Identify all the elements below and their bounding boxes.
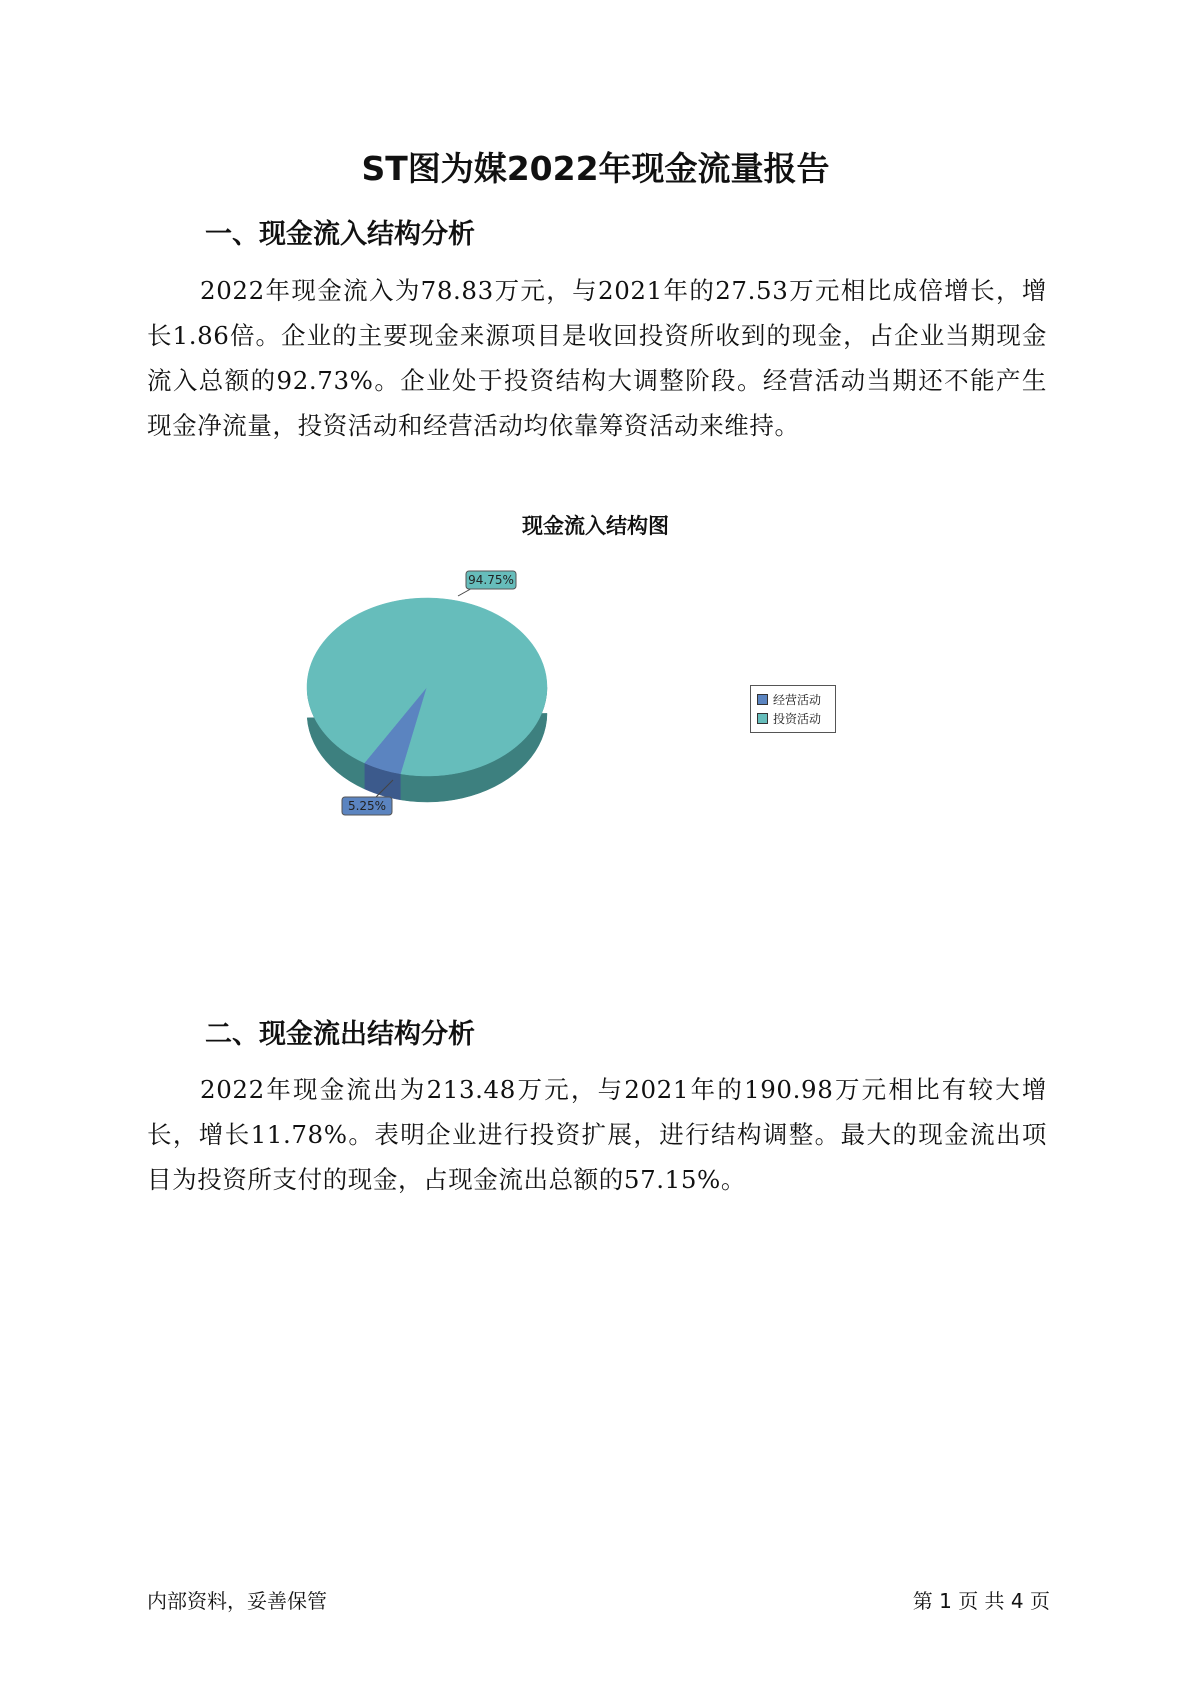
section-heading-inflow: 一、现金流入结构分析 (205, 219, 475, 250)
document-title: ST图为媒2022年现金流量报告 (361, 149, 830, 188)
legend-swatch-operating (757, 694, 768, 705)
chart-title: 现金流入结构图 (522, 514, 669, 538)
legend-label-investing: 投资活动 (773, 712, 822, 726)
legend-label-operating: 经营活动 (773, 693, 822, 707)
pie-label-1: 94.75% (468, 573, 514, 587)
section-paragraph-outflow: 2022年现金流出为213.48万元，与2021年的190.98万元相比有较大增长，增长11.78%。表明企业进行投资扩展，进行结构调整。最大的现金流出项目为投资所支付的现金，占现金流出总额的57.15%。 (147, 1075, 1047, 1194)
footer-confidential-note: 内部资料，妥善保管 (147, 1589, 327, 1613)
legend-swatch-investing (757, 713, 768, 724)
section-paragraph-inflow: 2022年现金流入为78.83万元，与2021年的27.53万元相比成倍增长，增长1.86倍。企业的主要现金来源项目是收回投资所收到的现金，占企业当期现金流入总额的92.73%。企业处于投资结构大调整阶段。经营活动当期还不能产生现金净流量，投资活动和经营活动均依靠筹资活动来维持。 (147, 276, 1047, 440)
section-heading-outflow: 二、现金流出结构分析 (205, 1019, 475, 1050)
legend-item-investing (757, 709, 829, 728)
pie-slice-1 (307, 598, 547, 776)
legend-item-operating (757, 690, 829, 709)
pie-label-0: 5.25% (347, 799, 387, 813)
footer-page-number: 第 1 页 共 4 页 (912, 1589, 1050, 1613)
chart-legend (750, 685, 836, 733)
